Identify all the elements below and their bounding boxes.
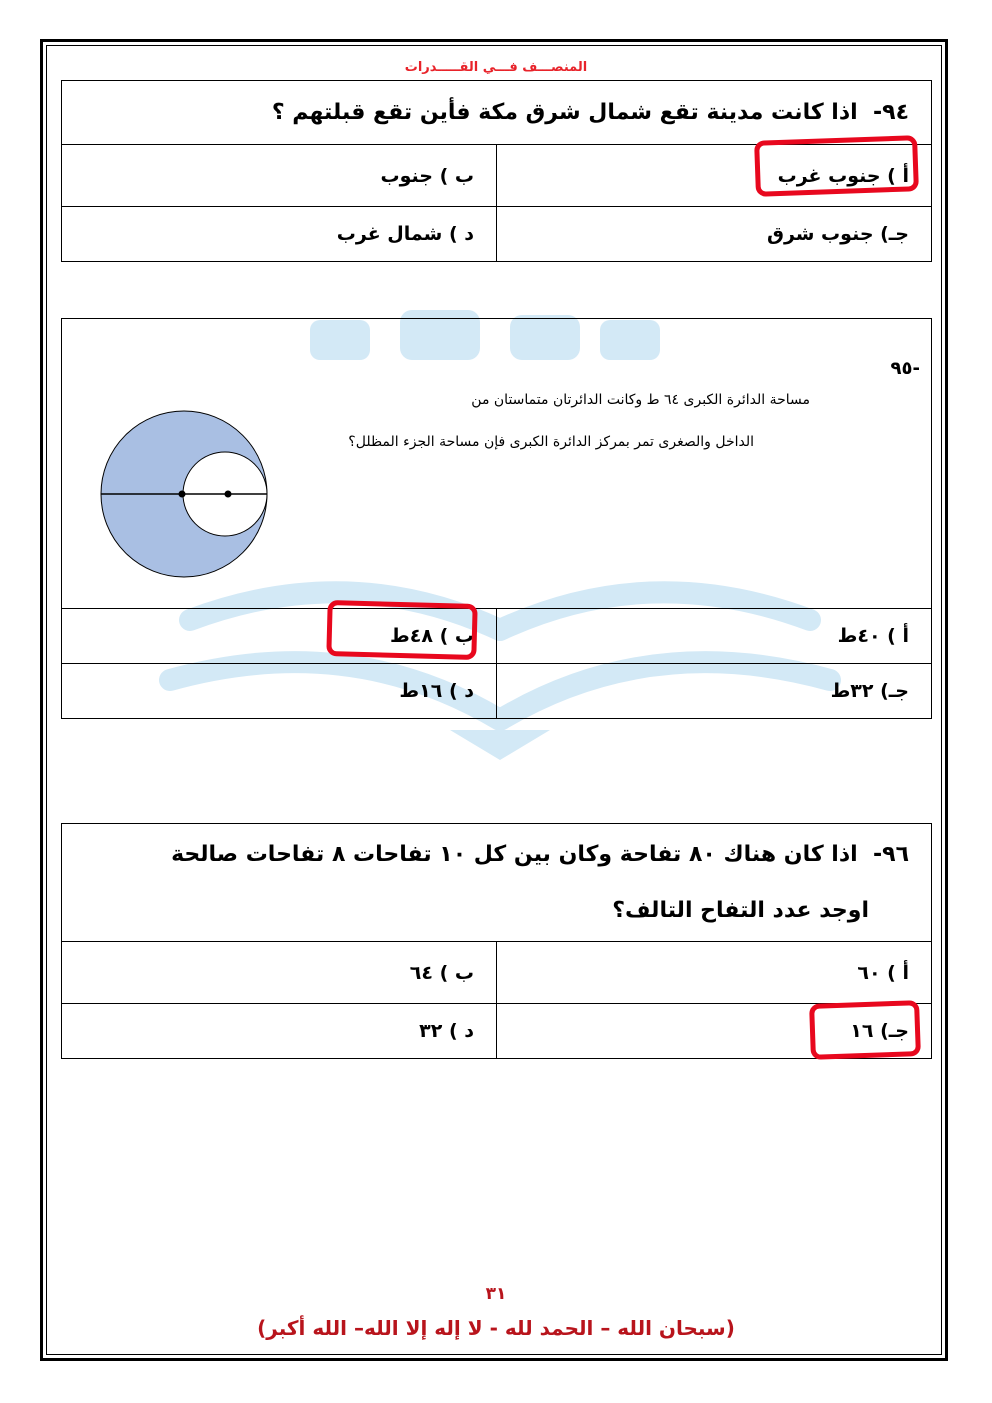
question-text-line-2: اوجد عدد التفاح التالف؟ xyxy=(612,897,869,923)
answer-highlight xyxy=(809,1000,921,1060)
page-number: ٣١ xyxy=(485,1284,507,1304)
page-header: المنصـــف فـــي القـــــدرات xyxy=(404,60,588,75)
small-circle-center xyxy=(225,491,232,498)
option-c[interactable]: جـ) ٣٢ط xyxy=(497,664,932,719)
answer-highlight xyxy=(326,600,477,660)
option-d[interactable]: د ) شمال غرب xyxy=(62,207,497,262)
question-96-table xyxy=(61,823,932,1059)
question-text: اذا كانت مدينة تقع شمال شرق مكة فأين تقع قبلتهم ؟ xyxy=(271,100,858,125)
option-a[interactable]: أ ) ٤٠ط xyxy=(497,609,932,664)
large-circle-center xyxy=(179,491,186,498)
circles-diagram xyxy=(100,405,280,585)
question-96-text xyxy=(62,824,932,942)
question-number: ٩٦- xyxy=(873,841,909,867)
answer-highlight xyxy=(754,135,919,197)
question-text-line-1: مساحة الدائرة الكبرى ٦٤ ط وكانت الدائرتان متماستان من xyxy=(471,392,810,408)
footer-dhikr: (سبحان الله – الحمد لله - لا إله إلا الله– الله أكبر) xyxy=(257,1316,735,1340)
option-c[interactable]: جـ) ١٦ xyxy=(497,1004,932,1059)
question-text-line-2: الداخل والصغرى تمر بمركز الدائرة الكبرى فإن مساحة الجزء المظلل؟ xyxy=(348,434,754,450)
question-number: ٩٤- xyxy=(873,100,909,125)
option-a[interactable]: أ ) ٦٠ xyxy=(497,942,932,1004)
option-a[interactable]: أ ) جنوب غرب xyxy=(497,145,932,207)
option-c[interactable]: جـ) جنوب شرق xyxy=(497,207,932,262)
option-b[interactable]: ب ) ٦٤ xyxy=(62,942,497,1004)
option-b[interactable]: ب ) جنوب xyxy=(62,145,497,207)
option-b[interactable]: ب ) ٤٨ط xyxy=(62,609,497,664)
question-94-text xyxy=(62,81,932,145)
option-d[interactable]: د ) ٣٢ xyxy=(62,1004,497,1059)
option-d[interactable]: د ) ١٦ط xyxy=(62,664,497,719)
question-text-line-1: اذا كان هناك ٨٠ تفاحة وكان بين كل ١٠ تفاحات ٨ تفاحات صالحة xyxy=(171,841,858,867)
question-number: -٩٥ xyxy=(890,358,920,379)
